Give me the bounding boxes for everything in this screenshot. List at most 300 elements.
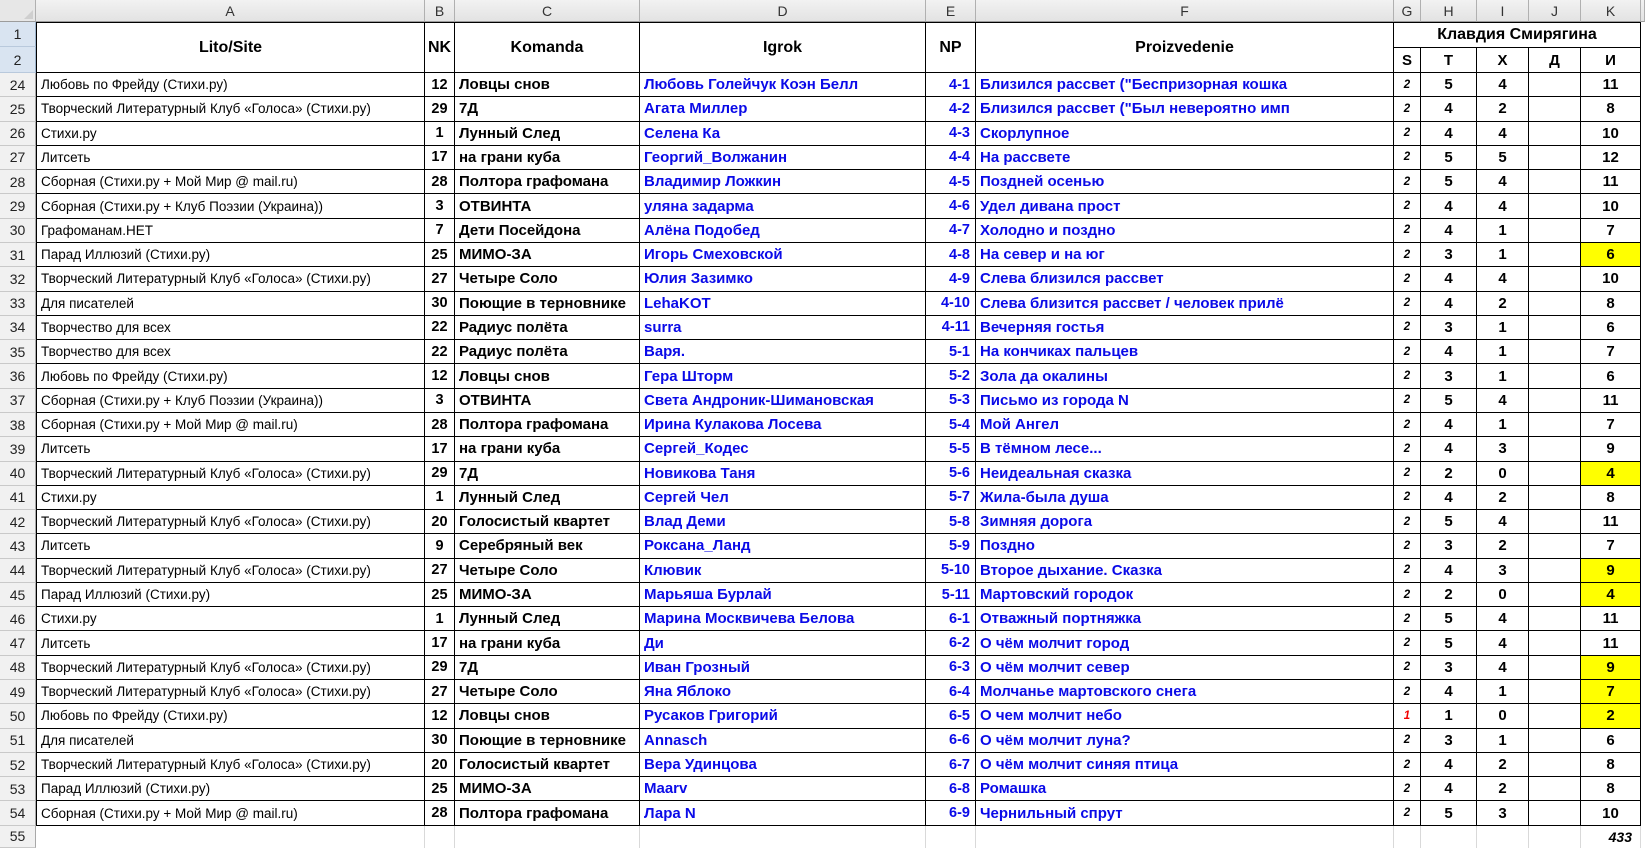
- igrok-cell[interactable]: Ирина Кулакова Лосева: [640, 413, 926, 437]
- lito-cell[interactable]: Творческий Литературный Клуб «Голоса» (Стихи.ру): [36, 559, 425, 583]
- nk-cell[interactable]: 17: [425, 437, 455, 461]
- score-s-cell[interactable]: 2: [1394, 73, 1421, 97]
- igrok-cell[interactable]: Селена Ка: [640, 122, 926, 146]
- row-header[interactable]: 47: [0, 631, 36, 655]
- lito-cell[interactable]: Творческий Литературный Клуб «Голоса» (Стихи.ру): [36, 680, 425, 704]
- score-x-cell[interactable]: 5: [1477, 146, 1529, 170]
- row-header[interactable]: 54: [0, 801, 36, 825]
- lito-cell[interactable]: Для писателей: [36, 292, 425, 316]
- score-s-cell[interactable]: 2: [1394, 656, 1421, 680]
- score-i-cell[interactable]: 8: [1581, 97, 1641, 121]
- igrok-cell[interactable]: surra: [640, 316, 926, 340]
- score-d-cell[interactable]: [1529, 607, 1581, 631]
- lito-cell[interactable]: Парад Иллюзий (Стихи.ру): [36, 777, 425, 801]
- score-d-cell[interactable]: [1529, 292, 1581, 316]
- row-header[interactable]: 41: [0, 486, 36, 510]
- np-cell[interactable]: 5-10: [926, 559, 976, 583]
- igrok-cell[interactable]: уляна задарма: [640, 194, 926, 218]
- score-t-cell[interactable]: 4: [1421, 267, 1477, 291]
- igrok-cell[interactable]: Сергей_Кодес: [640, 437, 926, 461]
- score-d-cell[interactable]: [1529, 656, 1581, 680]
- column-header-i[interactable]: I: [1477, 0, 1529, 22]
- igrok-cell[interactable]: Сергей Чел: [640, 486, 926, 510]
- score-d-cell[interactable]: [1529, 389, 1581, 413]
- score-i-cell[interactable]: 11: [1581, 389, 1641, 413]
- lito-cell[interactable]: Творческий Литературный Клуб «Голоса» (Стихи.ру): [36, 510, 425, 534]
- nk-cell[interactable]: 25: [425, 243, 455, 267]
- row-header[interactable]: 53: [0, 777, 36, 801]
- nk-cell[interactable]: 29: [425, 656, 455, 680]
- score-x-cell[interactable]: 0: [1477, 462, 1529, 486]
- komanda-cell[interactable]: Поющие в терновнике: [455, 729, 640, 753]
- row-header[interactable]: 34: [0, 316, 36, 340]
- nk-cell[interactable]: 28: [425, 170, 455, 194]
- lito-cell[interactable]: Стихи.ру: [36, 122, 425, 146]
- lito-cell[interactable]: Любовь по Фрейду (Стихи.ру): [36, 364, 425, 388]
- score-s-cell[interactable]: 2: [1394, 316, 1421, 340]
- proizvedenie-cell[interactable]: Мой Ангел: [976, 413, 1394, 437]
- np-cell[interactable]: 4-1: [926, 73, 976, 97]
- score-x-cell[interactable]: 4: [1477, 631, 1529, 655]
- np-cell[interactable]: 5-8: [926, 510, 976, 534]
- komanda-cell[interactable]: Ловцы снов: [455, 704, 640, 728]
- score-i-cell[interactable]: 9: [1581, 559, 1641, 583]
- score-d-cell[interactable]: [1529, 704, 1581, 728]
- score-i-cell[interactable]: 11: [1581, 607, 1641, 631]
- score-d-cell[interactable]: [1529, 73, 1581, 97]
- score-i-cell[interactable]: 8: [1581, 292, 1641, 316]
- score-i-cell[interactable]: 7: [1581, 413, 1641, 437]
- row-header[interactable]: 43: [0, 534, 36, 558]
- score-s-cell[interactable]: 2: [1394, 486, 1421, 510]
- score-s-cell[interactable]: 2: [1394, 729, 1421, 753]
- score-x-cell[interactable]: 4: [1477, 389, 1529, 413]
- score-t-cell[interactable]: 5: [1421, 631, 1477, 655]
- nk-cell[interactable]: 1: [425, 486, 455, 510]
- np-cell[interactable]: 6-5: [926, 704, 976, 728]
- nk-cell[interactable]: 22: [425, 340, 455, 364]
- igrok-cell[interactable]: Maarv: [640, 777, 926, 801]
- nk-cell[interactable]: 17: [425, 631, 455, 655]
- score-i-cell[interactable]: 7: [1581, 219, 1641, 243]
- score-s-cell[interactable]: 2: [1394, 292, 1421, 316]
- score-s-cell[interactable]: 2: [1394, 170, 1421, 194]
- score-t-cell[interactable]: 4: [1421, 340, 1477, 364]
- column-header-c[interactable]: C: [455, 0, 640, 22]
- row-header[interactable]: 35: [0, 340, 36, 364]
- score-t-cell[interactable]: 3: [1421, 364, 1477, 388]
- row-header-1[interactable]: 1: [0, 22, 36, 47]
- score-x-cell[interactable]: 4: [1477, 510, 1529, 534]
- score-d-cell[interactable]: [1529, 194, 1581, 218]
- score-i-cell[interactable]: 10: [1581, 267, 1641, 291]
- score-i-cell[interactable]: 12: [1581, 146, 1641, 170]
- proizvedenie-cell[interactable]: Жила-была душа: [976, 486, 1394, 510]
- np-cell[interactable]: 6-4: [926, 680, 976, 704]
- proizvedenie-cell[interactable]: Неидеальная сказка: [976, 462, 1394, 486]
- score-i-cell[interactable]: 4: [1581, 583, 1641, 607]
- score-s-cell[interactable]: 2: [1394, 631, 1421, 655]
- igrok-cell[interactable]: Света Андроник-Шимановская: [640, 389, 926, 413]
- header-score-t[interactable]: T: [1421, 47, 1477, 73]
- score-x-cell[interactable]: 4: [1477, 122, 1529, 146]
- select-all-corner[interactable]: [0, 0, 36, 22]
- score-t-cell[interactable]: 3: [1421, 729, 1477, 753]
- proizvedenie-cell[interactable]: В тёмном лесе...: [976, 437, 1394, 461]
- score-d-cell[interactable]: [1529, 534, 1581, 558]
- row-header[interactable]: 36: [0, 364, 36, 388]
- komanda-cell[interactable]: Радиус полёта: [455, 340, 640, 364]
- score-s-cell[interactable]: 2: [1394, 243, 1421, 267]
- score-d-cell[interactable]: [1529, 559, 1581, 583]
- lito-cell[interactable]: Стихи.ру: [36, 486, 425, 510]
- score-x-cell[interactable]: 2: [1477, 292, 1529, 316]
- lito-cell[interactable]: Любовь по Фрейду (Стихи.ру): [36, 704, 425, 728]
- igrok-cell[interactable]: Иван Грозный: [640, 656, 926, 680]
- score-t-cell[interactable]: 5: [1421, 801, 1477, 825]
- score-s-cell[interactable]: 2: [1394, 753, 1421, 777]
- igrok-cell[interactable]: Лара N: [640, 801, 926, 825]
- nk-cell[interactable]: 9: [425, 534, 455, 558]
- row-header[interactable]: 29: [0, 194, 36, 218]
- score-t-cell[interactable]: 4: [1421, 122, 1477, 146]
- score-d-cell[interactable]: [1529, 583, 1581, 607]
- score-i-cell[interactable]: 6: [1581, 316, 1641, 340]
- empty-cell[interactable]: [36, 826, 425, 848]
- komanda-cell[interactable]: Дети Посейдона: [455, 219, 640, 243]
- score-x-cell[interactable]: 2: [1477, 777, 1529, 801]
- np-cell[interactable]: 4-2: [926, 97, 976, 121]
- komanda-cell[interactable]: Голосистый квартет: [455, 510, 640, 534]
- score-t-cell[interactable]: 5: [1421, 607, 1477, 631]
- row-header[interactable]: 26: [0, 122, 36, 146]
- np-cell[interactable]: 5-7: [926, 486, 976, 510]
- igrok-cell[interactable]: Агата Миллер: [640, 97, 926, 121]
- np-cell[interactable]: 4-9: [926, 267, 976, 291]
- row-header[interactable]: 31: [0, 243, 36, 267]
- empty-cell[interactable]: [1477, 826, 1529, 848]
- lito-cell[interactable]: Литсеть: [36, 534, 425, 558]
- igrok-cell[interactable]: Клювик: [640, 559, 926, 583]
- header-score-d[interactable]: Д: [1529, 47, 1581, 73]
- lito-cell[interactable]: Сборная (Стихи.ру + Клуб Поэзии (Украина)): [36, 389, 425, 413]
- np-cell[interactable]: 5-4: [926, 413, 976, 437]
- nk-cell[interactable]: 1: [425, 122, 455, 146]
- igrok-cell[interactable]: Любовь Голейчук Коэн Белл: [640, 73, 926, 97]
- lito-cell[interactable]: Сборная (Стихи.ру + Мой Мир @ mail.ru): [36, 801, 425, 825]
- proizvedenie-cell[interactable]: Слева близится рассвет / человек прилё: [976, 292, 1394, 316]
- nk-cell[interactable]: 28: [425, 801, 455, 825]
- score-i-cell[interactable]: 11: [1581, 631, 1641, 655]
- komanda-cell[interactable]: на грани куба: [455, 146, 640, 170]
- nk-cell[interactable]: 3: [425, 194, 455, 218]
- score-t-cell[interactable]: 4: [1421, 486, 1477, 510]
- proizvedenie-cell[interactable]: Вечерняя гостья: [976, 316, 1394, 340]
- empty-cell[interactable]: [976, 826, 1394, 848]
- score-i-cell[interactable]: 9: [1581, 656, 1641, 680]
- igrok-cell[interactable]: Марина Москвичева Белова: [640, 607, 926, 631]
- proizvedenie-cell[interactable]: На север и на юг: [976, 243, 1394, 267]
- lito-cell[interactable]: Графоманам.НЕТ: [36, 219, 425, 243]
- np-cell[interactable]: 4-3: [926, 122, 976, 146]
- score-i-cell[interactable]: 9: [1581, 437, 1641, 461]
- komanda-cell[interactable]: Полтора графомана: [455, 801, 640, 825]
- row-header-2[interactable]: 2: [0, 47, 36, 73]
- proizvedenie-cell[interactable]: На рассвете: [976, 146, 1394, 170]
- row-header[interactable]: 42: [0, 510, 36, 534]
- score-t-cell[interactable]: 5: [1421, 510, 1477, 534]
- row-header[interactable]: 38: [0, 413, 36, 437]
- score-t-cell[interactable]: 4: [1421, 437, 1477, 461]
- empty-cell[interactable]: [926, 826, 976, 848]
- proizvedenie-cell[interactable]: Слева близился рассвет: [976, 267, 1394, 291]
- total-cell[interactable]: 433: [1581, 826, 1641, 848]
- np-cell[interactable]: 6-7: [926, 753, 976, 777]
- score-d-cell[interactable]: [1529, 364, 1581, 388]
- proizvedenie-cell[interactable]: О чём молчит луна?: [976, 729, 1394, 753]
- row-header[interactable]: 28: [0, 170, 36, 194]
- score-s-cell[interactable]: 2: [1394, 801, 1421, 825]
- score-i-cell[interactable]: 7: [1581, 534, 1641, 558]
- score-t-cell[interactable]: 5: [1421, 389, 1477, 413]
- score-t-cell[interactable]: 4: [1421, 777, 1477, 801]
- nk-cell[interactable]: 20: [425, 753, 455, 777]
- lito-cell[interactable]: Творческий Литературный Клуб «Голоса» (Стихи.ру): [36, 267, 425, 291]
- header-np[interactable]: NP: [926, 22, 976, 73]
- np-cell[interactable]: 5-2: [926, 364, 976, 388]
- proizvedenie-cell[interactable]: О чем молчит небо: [976, 704, 1394, 728]
- score-s-cell[interactable]: 2: [1394, 680, 1421, 704]
- nk-cell[interactable]: 12: [425, 364, 455, 388]
- igrok-cell[interactable]: Алёна Подобед: [640, 219, 926, 243]
- score-d-cell[interactable]: [1529, 462, 1581, 486]
- komanda-cell[interactable]: Полтора графомана: [455, 170, 640, 194]
- score-d-cell[interactable]: [1529, 801, 1581, 825]
- np-cell[interactable]: 6-8: [926, 777, 976, 801]
- column-header-d[interactable]: D: [640, 0, 926, 22]
- np-cell[interactable]: 5-3: [926, 389, 976, 413]
- komanda-cell[interactable]: ОТВИНТА: [455, 194, 640, 218]
- np-cell[interactable]: 4-7: [926, 219, 976, 243]
- komanda-cell[interactable]: Ловцы снов: [455, 364, 640, 388]
- header-lito-site[interactable]: Lito/Site: [36, 22, 425, 73]
- proizvedenie-cell[interactable]: Зимняя дорога: [976, 510, 1394, 534]
- score-t-cell[interactable]: 4: [1421, 97, 1477, 121]
- komanda-cell[interactable]: МИМО-ЗА: [455, 777, 640, 801]
- nk-cell[interactable]: 25: [425, 777, 455, 801]
- igrok-cell[interactable]: Марьяша Бурлай: [640, 583, 926, 607]
- empty-cell[interactable]: [1394, 826, 1421, 848]
- lito-cell[interactable]: Парад Иллюзий (Стихи.ру): [36, 243, 425, 267]
- np-cell[interactable]: 6-6: [926, 729, 976, 753]
- row-header[interactable]: 27: [0, 146, 36, 170]
- score-t-cell[interactable]: 4: [1421, 194, 1477, 218]
- nk-cell[interactable]: 30: [425, 292, 455, 316]
- komanda-cell[interactable]: МИМО-ЗА: [455, 243, 640, 267]
- empty-cell[interactable]: [640, 826, 926, 848]
- row-header[interactable]: 49: [0, 680, 36, 704]
- lito-cell[interactable]: Литсеть: [36, 437, 425, 461]
- column-header-b[interactable]: B: [425, 0, 455, 22]
- proizvedenie-cell[interactable]: Близился рассвет ("Беспризорная кошка: [976, 73, 1394, 97]
- score-i-cell[interactable]: 11: [1581, 170, 1641, 194]
- score-d-cell[interactable]: [1529, 170, 1581, 194]
- score-s-cell[interactable]: 2: [1394, 340, 1421, 364]
- np-cell[interactable]: 6-3: [926, 656, 976, 680]
- score-x-cell[interactable]: 0: [1477, 704, 1529, 728]
- column-header-g[interactable]: G: [1394, 0, 1421, 22]
- score-x-cell[interactable]: 1: [1477, 243, 1529, 267]
- score-s-cell[interactable]: 2: [1394, 146, 1421, 170]
- header-score-x[interactable]: X: [1477, 47, 1529, 73]
- score-t-cell[interactable]: 4: [1421, 680, 1477, 704]
- nk-cell[interactable]: 17: [425, 146, 455, 170]
- score-t-cell[interactable]: 4: [1421, 753, 1477, 777]
- score-d-cell[interactable]: [1529, 631, 1581, 655]
- score-x-cell[interactable]: 3: [1477, 801, 1529, 825]
- igrok-cell[interactable]: Яна Яблоко: [640, 680, 926, 704]
- komanda-cell[interactable]: Поющие в терновнике: [455, 292, 640, 316]
- lito-cell[interactable]: Сборная (Стихи.ру + Клуб Поэзии (Украина)): [36, 194, 425, 218]
- np-cell[interactable]: 4-5: [926, 170, 976, 194]
- header-judge-name[interactable]: Клавдия Смирягина: [1394, 22, 1641, 47]
- empty-cell[interactable]: [1421, 826, 1477, 848]
- komanda-cell[interactable]: Четыре Соло: [455, 680, 640, 704]
- lito-cell[interactable]: Стихи.ру: [36, 607, 425, 631]
- proizvedenie-cell[interactable]: Поздно: [976, 534, 1394, 558]
- lito-cell[interactable]: Литсеть: [36, 146, 425, 170]
- score-s-cell[interactable]: 2: [1394, 194, 1421, 218]
- row-header[interactable]: 32: [0, 267, 36, 291]
- igrok-cell[interactable]: Annasch: [640, 729, 926, 753]
- nk-cell[interactable]: 22: [425, 316, 455, 340]
- score-s-cell[interactable]: 2: [1394, 219, 1421, 243]
- score-d-cell[interactable]: [1529, 267, 1581, 291]
- proizvedenie-cell[interactable]: На кончиках пальцев: [976, 340, 1394, 364]
- np-cell[interactable]: 5-9: [926, 534, 976, 558]
- score-i-cell[interactable]: 10: [1581, 801, 1641, 825]
- score-s-cell[interactable]: 2: [1394, 462, 1421, 486]
- igrok-cell[interactable]: LehaKOT: [640, 292, 926, 316]
- komanda-cell[interactable]: МИМО-ЗА: [455, 583, 640, 607]
- score-i-cell[interactable]: 8: [1581, 777, 1641, 801]
- igrok-cell[interactable]: Ди: [640, 631, 926, 655]
- lito-cell[interactable]: Творческий Литературный Клуб «Голоса» (Стихи.ру): [36, 462, 425, 486]
- score-s-cell[interactable]: 2: [1394, 777, 1421, 801]
- score-t-cell[interactable]: 2: [1421, 462, 1477, 486]
- column-header-h[interactable]: H: [1421, 0, 1477, 22]
- score-d-cell[interactable]: [1529, 753, 1581, 777]
- row-header[interactable]: 50: [0, 704, 36, 728]
- score-i-cell[interactable]: 11: [1581, 510, 1641, 534]
- lito-cell[interactable]: Сборная (Стихи.ру + Мой Мир @ mail.ru): [36, 170, 425, 194]
- score-d-cell[interactable]: [1529, 97, 1581, 121]
- komanda-cell[interactable]: Ловцы снов: [455, 73, 640, 97]
- igrok-cell[interactable]: Игорь Смеховской: [640, 243, 926, 267]
- igrok-cell[interactable]: Георгий_Волжанин: [640, 146, 926, 170]
- nk-cell[interactable]: 1: [425, 607, 455, 631]
- score-t-cell[interactable]: 3: [1421, 316, 1477, 340]
- komanda-cell[interactable]: Серебряный век: [455, 534, 640, 558]
- column-header-f[interactable]: F: [976, 0, 1394, 22]
- score-t-cell[interactable]: 5: [1421, 146, 1477, 170]
- score-x-cell[interactable]: 2: [1477, 534, 1529, 558]
- proizvedenie-cell[interactable]: Ромашка: [976, 777, 1394, 801]
- komanda-cell[interactable]: Четыре Соло: [455, 267, 640, 291]
- score-x-cell[interactable]: 1: [1477, 219, 1529, 243]
- proizvedenie-cell[interactable]: О чём молчит город: [976, 631, 1394, 655]
- nk-cell[interactable]: 29: [425, 97, 455, 121]
- komanda-cell[interactable]: Лунный След: [455, 122, 640, 146]
- komanda-cell[interactable]: Лунный След: [455, 486, 640, 510]
- score-d-cell[interactable]: [1529, 777, 1581, 801]
- score-x-cell[interactable]: 4: [1477, 170, 1529, 194]
- row-header[interactable]: 37: [0, 389, 36, 413]
- proizvedenie-cell[interactable]: Скорлупное: [976, 122, 1394, 146]
- score-d-cell[interactable]: [1529, 729, 1581, 753]
- score-s-cell[interactable]: 2: [1394, 364, 1421, 388]
- row-header[interactable]: 33: [0, 292, 36, 316]
- lito-cell[interactable]: Сборная (Стихи.ру + Мой Мир @ mail.ru): [36, 413, 425, 437]
- score-s-cell[interactable]: 1: [1394, 704, 1421, 728]
- score-t-cell[interactable]: 4: [1421, 292, 1477, 316]
- igrok-cell[interactable]: Новикова Таня: [640, 462, 926, 486]
- igrok-cell[interactable]: Вера Удинцова: [640, 753, 926, 777]
- np-cell[interactable]: 4-4: [926, 146, 976, 170]
- proizvedenie-cell[interactable]: Второе дыхание. Сказка: [976, 559, 1394, 583]
- igrok-cell[interactable]: Роксана_Ланд: [640, 534, 926, 558]
- proizvedenie-cell[interactable]: Отважный портняжка: [976, 607, 1394, 631]
- row-header[interactable]: 25: [0, 97, 36, 121]
- score-s-cell[interactable]: 2: [1394, 122, 1421, 146]
- score-t-cell[interactable]: 4: [1421, 219, 1477, 243]
- nk-cell[interactable]: 30: [425, 729, 455, 753]
- column-header-k[interactable]: K: [1581, 0, 1641, 22]
- score-t-cell[interactable]: 2: [1421, 583, 1477, 607]
- nk-cell[interactable]: 28: [425, 413, 455, 437]
- score-t-cell[interactable]: 3: [1421, 656, 1477, 680]
- proizvedenie-cell[interactable]: Чернильный спрут: [976, 801, 1394, 825]
- header-score-s[interactable]: S: [1394, 47, 1421, 73]
- score-d-cell[interactable]: [1529, 680, 1581, 704]
- score-s-cell[interactable]: 2: [1394, 583, 1421, 607]
- np-cell[interactable]: 5-6: [926, 462, 976, 486]
- proizvedenie-cell[interactable]: Письмо из города N: [976, 389, 1394, 413]
- nk-cell[interactable]: 12: [425, 73, 455, 97]
- lito-cell[interactable]: Творчество для всех: [36, 340, 425, 364]
- column-header-j[interactable]: J: [1529, 0, 1581, 22]
- komanda-cell[interactable]: на грани куба: [455, 631, 640, 655]
- igrok-cell[interactable]: Русаков Григорий: [640, 704, 926, 728]
- score-i-cell[interactable]: 10: [1581, 122, 1641, 146]
- lito-cell[interactable]: Творческий Литературный Клуб «Голоса» (Стихи.ру): [36, 97, 425, 121]
- score-t-cell[interactable]: 5: [1421, 170, 1477, 194]
- proizvedenie-cell[interactable]: Мартовский городок: [976, 583, 1394, 607]
- score-i-cell[interactable]: 7: [1581, 680, 1641, 704]
- score-x-cell[interactable]: 4: [1477, 73, 1529, 97]
- score-d-cell[interactable]: [1529, 510, 1581, 534]
- np-cell[interactable]: 4-8: [926, 243, 976, 267]
- score-s-cell[interactable]: 2: [1394, 413, 1421, 437]
- np-cell[interactable]: 6-2: [926, 631, 976, 655]
- nk-cell[interactable]: 29: [425, 462, 455, 486]
- nk-cell[interactable]: 7: [425, 219, 455, 243]
- komanda-cell[interactable]: Голосистый квартет: [455, 753, 640, 777]
- lito-cell[interactable]: Парад Иллюзий (Стихи.ру): [36, 583, 425, 607]
- lito-cell[interactable]: Творческий Литературный Клуб «Голоса» (Стихи.ру): [36, 656, 425, 680]
- score-i-cell[interactable]: 10: [1581, 194, 1641, 218]
- komanda-cell[interactable]: на грани куба: [455, 437, 640, 461]
